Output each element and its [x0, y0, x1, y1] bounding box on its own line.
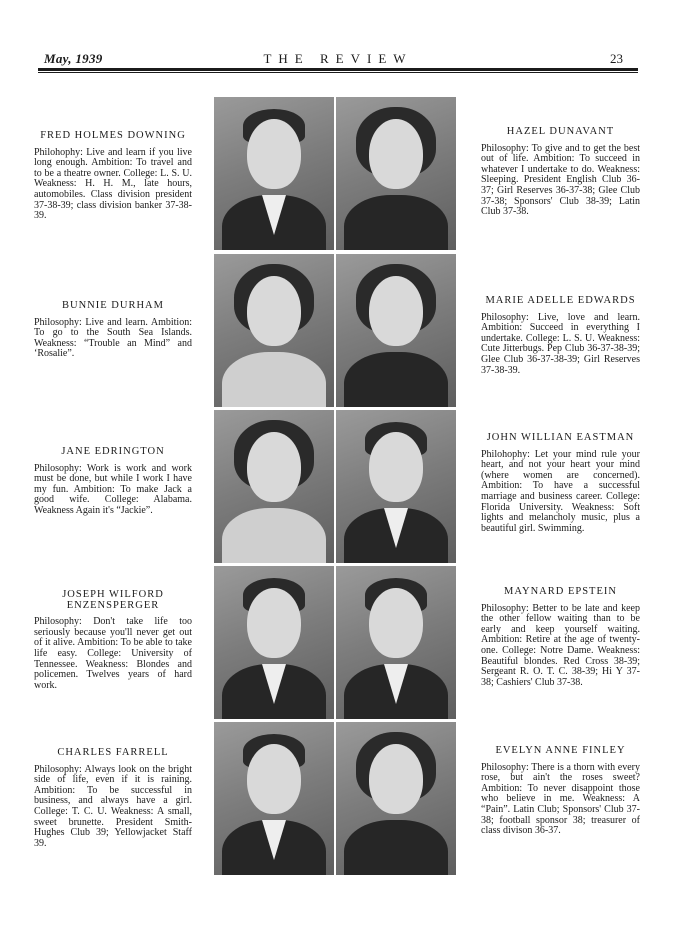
student-bio: Philosophy: Live, love and learn. Ambition: Succeed in everything I undertake. College: L. S. U. Weakness: Cute Jitterbugs. Pep Club 36-37-38-39; Glee Club 36-37-38-39; Girl Reserves 37-38-39.: [481, 311, 640, 376]
bio-john-eastman: [481, 433, 640, 534]
student-name: HAZEL DUNAVANT: [506, 126, 615, 137]
student-name: MAYNARD EPSTEIN: [504, 586, 617, 597]
portrait-evelyn-finley: [336, 722, 456, 875]
bio-bunnie-durham: [34, 301, 192, 360]
portrait-bunnie-durham: [214, 254, 334, 407]
header-rule-thin: [38, 72, 638, 73]
student-bio: Philosophy: Live and learn. Ambition: To go to the South Sea Islands. Weakness: “Trouble an Mind” and ‘Rosalie”.: [34, 316, 192, 360]
portrait-maynard-epstein: [336, 566, 456, 719]
student-name: BUNNIE DURHAM: [62, 300, 164, 311]
student-bio: Philosophy: Work is work and work must be done, but while I work I have my fun. Ambition: To make Jack a good wife. College: Alabama. Weakness Again it's “Jackie”.: [34, 462, 192, 516]
student-name: FRED HOLMES DOWNING: [40, 130, 186, 141]
student-name: CHARLES FARRELL: [57, 747, 169, 758]
student-bio: Philosophy: To give and to get the best out of life. Ambition: To succeed in whatever I undertake to do. Weakness: Sleeping. President English Club 36-37; Girl Reserves 36-37-38; Glee Club 37-38; Sponsors' Club 38-39; Latin Club 37-38.: [481, 142, 640, 218]
student-bio: Philosophy: Better to be late and keep the other fellow waiting than to be early and keep yourself waiting. Ambition: Retire at the age of twenty-one. College: Notre Dame. Weakness: Beautiful blondes. Red Cross 38-39; Sergeant R. O. T. C. 38-39; Hi Y 37-38; Cashiers' Club 37-38.: [481, 602, 640, 688]
portrait-fred-downing: [214, 97, 334, 250]
student-bio: Philohophy: Let your mind rule your heart, and not your heart your mind (where women are concerned). Ambition: To have a successful marriage and business career. College: Florida University. Weakness: Soft lights and melancholy music, plus a beautiful girl. Swimming.: [481, 448, 640, 534]
bio-joseph-enzensperger: [34, 590, 192, 691]
portrait-charles-farrell: [214, 722, 334, 875]
student-bio: Philosophy: There is a thorn with every rose, but ain't the roses sweet? Ambition: To never disappoint those who believe in me. Weakness: A “Pain”. Latin Club; Sponsors' Club 37-38; football sponsor 38; treasurer of class divison 36-37.: [481, 761, 640, 837]
page-header: [0, 0, 676, 80]
bio-fred-downing: [34, 131, 192, 222]
portrait-marie-edwards: [336, 254, 456, 407]
student-name: MARIE ADELLE EDWARDS: [485, 295, 636, 306]
portrait-hazel-dunavant: [336, 97, 456, 250]
bio-charles-farrell: [34, 748, 192, 849]
portrait-john-eastman: [336, 410, 456, 563]
student-name: EVELYN ANNE FINLEY: [495, 745, 626, 756]
portrait-jane-edrington: [214, 410, 334, 563]
student-name: JANE EDRINGTON: [61, 446, 165, 457]
bio-marie-edwards: [481, 296, 640, 376]
bio-jane-edrington: [34, 447, 192, 517]
bio-maynard-epstein: [481, 587, 640, 688]
student-bio: Philosophy: Always look on the bright side of life, even if it is raining. Ambition: To be successful in business, and always have a girl. College: T. C. U. Weakness: A small, sweet brunette. President Smith-Hughes Club 39; Yellowjacket Staff 39.: [34, 763, 192, 849]
student-bio: Philosophy: Don't take life too seriously because you'll never get out of it alive. Ambition: To be able to take life easy. College: University of Tennessee. Weakness: Blondes and policemen. Twelves years of hard work.: [34, 616, 192, 691]
student-bio: Philohophy: Live and learn if you live long enough. Ambition: To travel and to be a theatre owner. College: L. S. U. Weakness: H. H. M., late hours, automobiles. Class division president 37-38-39; class division banker 37-38-39.: [34, 146, 192, 222]
portrait-joseph-enzensperger: [214, 566, 334, 719]
bio-evelyn-finley: [481, 746, 640, 837]
publication-title: THE REVIEW: [263, 51, 413, 66]
bio-hazel-dunavant: [481, 127, 640, 218]
student-name: JOHN WILLIAN EASTMAN: [486, 432, 635, 443]
student-name: JOSEPH WILFORD ENZENSPERGER: [62, 589, 164, 611]
header-rule-thick: [38, 68, 638, 71]
page-number: 23: [610, 51, 623, 66]
issue-date: May, 1939: [44, 51, 103, 66]
